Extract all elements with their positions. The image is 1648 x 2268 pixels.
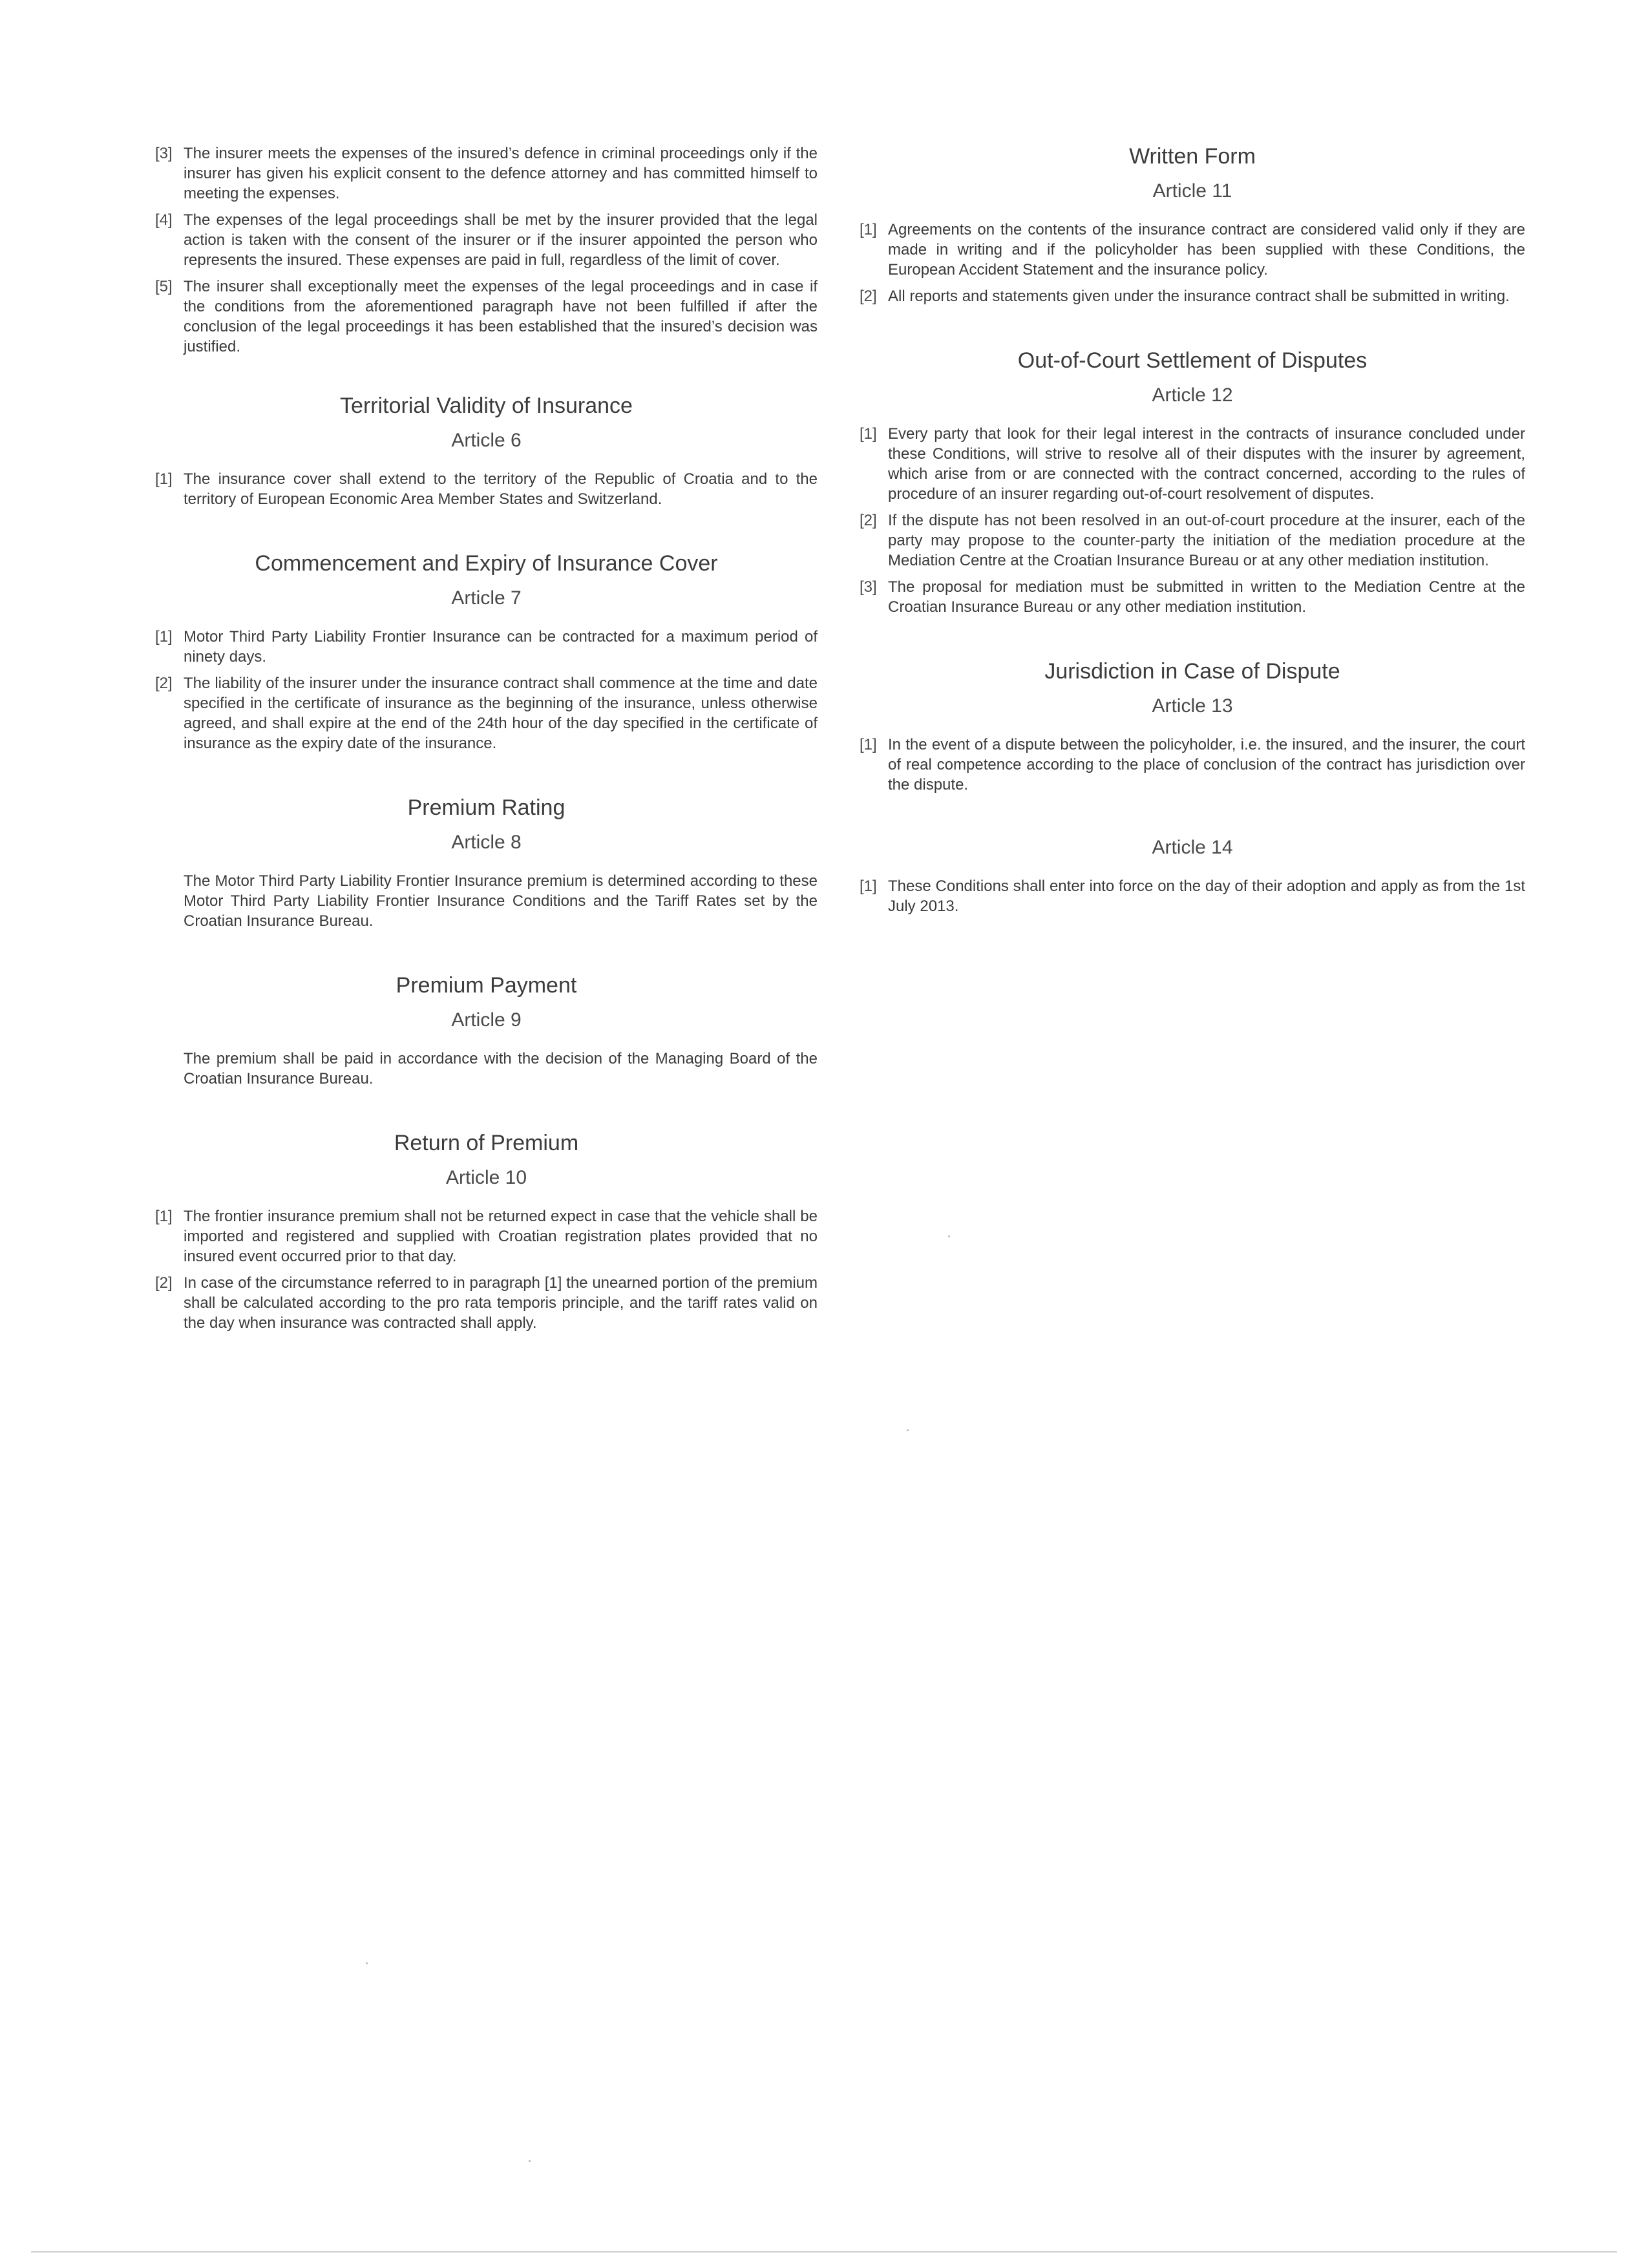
section-written-form	[860, 143, 1525, 306]
section-out-of-court-settlement	[860, 348, 1525, 617]
paragraph-number: [1]	[155, 470, 173, 488]
section-territorial-validity	[155, 393, 818, 509]
section-heading: Commencement and Expiry of Insurance Cover	[255, 551, 718, 576]
paragraph-text: Motor Third Party Liability Frontier Insurance can be contracted for a maximum period of ninety days.	[184, 628, 818, 666]
section-heading: Premium Rating	[407, 795, 565, 820]
article-number: Article 13	[1152, 695, 1233, 717]
left-column	[155, 143, 818, 1374]
right-column	[860, 143, 1525, 958]
paragraph-number: [5]	[155, 278, 173, 295]
paragraph	[860, 424, 1525, 504]
paragraph-number: [4]	[155, 211, 173, 229]
paragraph	[155, 277, 818, 357]
paragraph	[860, 510, 1525, 571]
section-return-of-premium	[155, 1130, 818, 1333]
section-heading: Territorial Validity of Insurance	[340, 394, 633, 418]
paragraph	[860, 577, 1525, 617]
article-number: Article 10	[445, 1167, 527, 1188]
paragraph	[155, 469, 818, 509]
paragraph-number: [1]	[155, 1208, 173, 1225]
article-number: Article 14	[1152, 837, 1233, 858]
paragraph	[860, 735, 1525, 795]
paragraph-number: [2]	[860, 512, 877, 529]
section-heading: Jurisdiction in Case of Dispute	[1044, 659, 1340, 684]
paragraph-text: These Conditions shall enter into force on the day of their adoption and apply as from the 1st July 2013.	[888, 877, 1525, 915]
article-number: Article 8	[451, 832, 522, 853]
paragraph-text: All reports and statements given under the insurance contract shall be submitted in writing.	[888, 288, 1510, 305]
paragraph	[860, 876, 1525, 916]
paragraph-number: [3]	[155, 145, 173, 162]
paragraph-text: The premium shall be paid in accordance with the decision of the Managing Board of the Croatian Insurance Bureau.	[184, 1050, 818, 1087]
article-number: Article 12	[1152, 384, 1233, 406]
paragraph	[155, 627, 818, 667]
paragraph-number: [1]	[155, 628, 173, 646]
article-number: Article 11	[1152, 180, 1232, 202]
article-number: Article 7	[451, 587, 522, 609]
paragraph	[860, 286, 1525, 306]
paragraph-number: [3]	[860, 578, 877, 596]
paragraph	[155, 1206, 818, 1266]
paragraph	[155, 210, 818, 270]
paragraph-number: [1]	[860, 736, 877, 753]
paragraph-text: The proposal for mediation must be submitted in written to the Mediation Centre at the Croatian Insurance Bureau or any other mediation institution.	[888, 578, 1525, 616]
paragraph-text: The expenses of the legal proceedings shall be met by the insurer provided that the legal action is taken with the consent of the insurer or if the insurer appointed the person who represents the insured. These expenses are paid in full, regardless of the limit of cover.	[184, 211, 818, 269]
paragraph	[155, 673, 818, 753]
scan-speck	[366, 1962, 368, 1964]
paragraph	[155, 1273, 818, 1333]
section-jurisdiction	[860, 658, 1525, 795]
paragraph-text: The insurer shall exceptionally meet the expenses of the legal proceedings and in case if the conditions from the aforementioned paragraph have not been fulfilled if after the conclusion of the legal proceedings it has been established that the insured’s decision was justified.	[184, 278, 818, 355]
paragraph-text: In the event of a dispute between the policyholder, i.e. the insured, and the insurer, the court of real competence according to the place of conclusion of the contract has jurisdiction over the dispute.	[888, 736, 1525, 793]
page-bottom-edge	[31, 2251, 1617, 2252]
article-number: Article 9	[451, 1009, 522, 1031]
paragraph-text: Agreements on the contents of the insurance contract are considered valid only if they are made in writing and if the policyholder has been supplied with these Conditions, the European Accident Statement and the insurance policy.	[888, 221, 1525, 278]
paragraph-text: If the dispute has not been resolved in an out-of-court procedure at the insurer, each of the party may propose to the counter-party the initiation of the mediation procedure at the Mediation Centre at the Croatian Insurance Bureau or at any other mediation institution.	[888, 512, 1525, 569]
scan-speck	[907, 1429, 909, 1431]
paragraph-number: [1]	[860, 221, 877, 238]
paragraph-text: The insurance cover shall extend to the territory of the Republic of Croatia and to the territory of European Economic Area Member States and Switzerland.	[184, 470, 818, 508]
paragraph-number: [2]	[860, 288, 877, 305]
intro-paragraphs	[155, 143, 818, 357]
section-heading: Written Form	[1129, 144, 1256, 169]
paragraph-text: The frontier insurance premium shall not be returned expect in case that the vehicle shall be imported and registered and supplied with Croatian registration plates provided that no insured event occurred prior to that day.	[184, 1208, 818, 1265]
paragraph-number: [1]	[860, 425, 877, 443]
section-premium-rating	[155, 795, 818, 931]
section-heading: Return of Premium	[394, 1131, 579, 1155]
section-entry-into-force	[860, 836, 1525, 916]
paragraph-text: In case of the circumstance referred to in paragraph [1] the unearned portion of the premium shall be calculated according to the pro rata temporis principle, and the tariff rates valid on the day when insurance was contracted shall apply.	[184, 1274, 818, 1332]
paragraph	[155, 143, 818, 204]
paragraph	[860, 220, 1525, 280]
section-heading: Out-of-Court Settlement of Disputes	[1017, 348, 1368, 373]
paragraph-text: The insurer meets the expenses of the insured’s defence in criminal proceedings only if the insurer has given his explicit consent to the defence attorney and has committed himself to meeting the expenses.	[184, 145, 818, 202]
paragraph-number: [2]	[155, 1274, 173, 1292]
section-premium-payment	[155, 972, 818, 1089]
paragraph-text: The liability of the insurer under the insurance contract shall commence at the time and date specified in the certificate of insurance as the beginning of the insurance, unless otherwise agreed, and shall expire at the end of the 24th hour of the day specified in the certificate of insurance as the expiry date of the insurance.	[184, 675, 818, 752]
paragraph-text: The Motor Third Party Liability Frontier Insurance premium is determined according to these Motor Third Party Liability Frontier Insurance Conditions and the Tariff Rates set by the Croatian Insurance Bureau.	[184, 872, 818, 930]
paragraph-number: [1]	[860, 877, 877, 895]
section-heading: Premium Payment	[396, 973, 577, 998]
paragraph-text: Every party that look for their legal interest in the contracts of insurance concluded under these Conditions, will strive to resolve all of their disputes with the insurer by agreement, which arise from or are connected with the contract concerned, according to the rules of procedure of an insurer regarding out-of-court resolvement of disputes.	[888, 425, 1525, 503]
scan-speck	[529, 2160, 531, 2162]
paragraph-number: [2]	[155, 675, 173, 692]
section-commencement-expiry	[155, 551, 818, 753]
scan-speck	[948, 1235, 950, 1237]
article-number: Article 6	[451, 430, 522, 451]
